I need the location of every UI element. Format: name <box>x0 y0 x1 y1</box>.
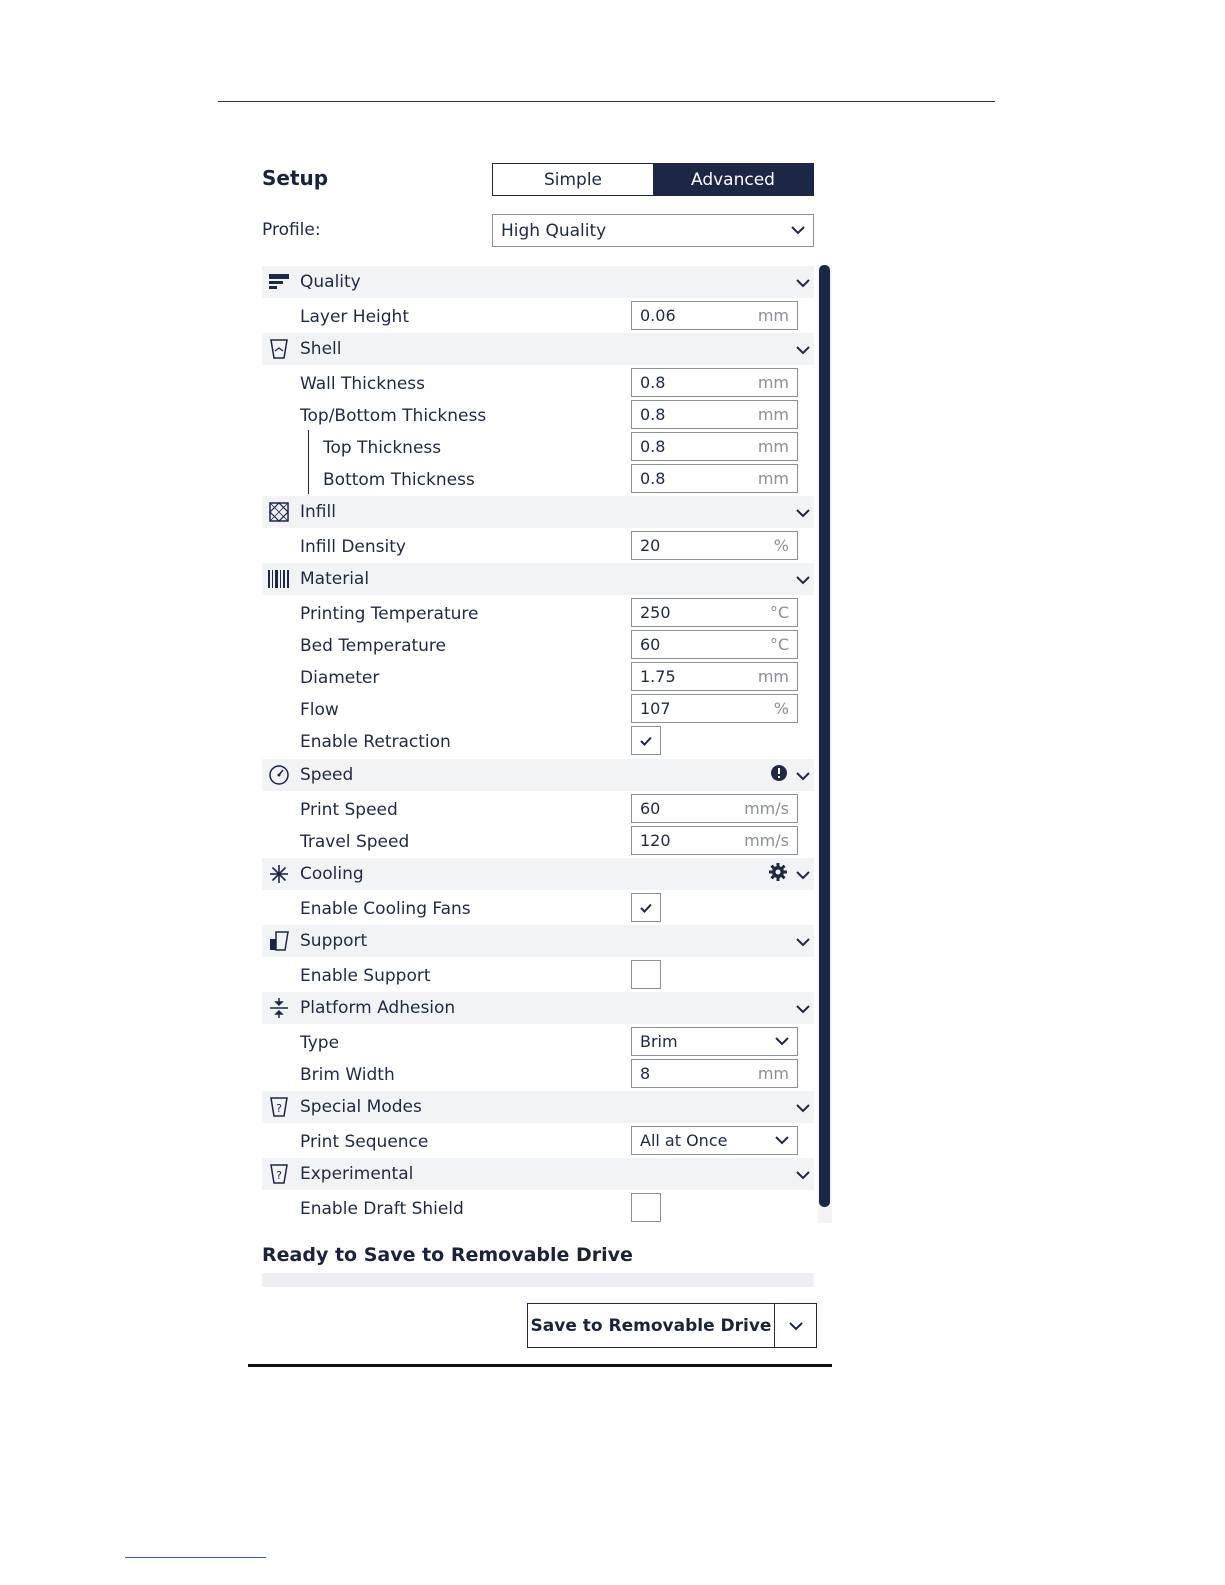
diameter-input[interactable] <box>631 662 798 691</box>
top-bottom-thickness-input[interactable] <box>631 400 798 429</box>
input-value: 8 <box>640 1064 651 1083</box>
setting-row-layer-height <box>248 301 814 333</box>
infill-density-input[interactable] <box>631 531 798 560</box>
checkmark-icon <box>640 731 652 750</box>
input-value: 0.06 <box>640 306 676 325</box>
settings-panel <box>248 265 832 1223</box>
setting-label: Diameter <box>300 668 380 688</box>
printing-temperature-input[interactable] <box>631 598 798 627</box>
gear-icon[interactable] <box>768 862 788 886</box>
print-sequence-select[interactable] <box>631 1126 798 1155</box>
checkmark-icon <box>640 898 652 917</box>
setting-label: Layer Height <box>300 307 409 327</box>
enable-cooling-fans-checkbox[interactable] <box>631 893 661 922</box>
setting-label: Type <box>300 1033 340 1053</box>
setting-label: Travel Speed <box>300 832 410 852</box>
setting-label: Brim Width <box>300 1065 395 1085</box>
setting-label: Flow <box>300 700 339 720</box>
chevron-down-icon <box>791 226 805 235</box>
adhesion-type-select[interactable] <box>631 1027 798 1056</box>
select-value: Brim <box>640 1032 678 1051</box>
enable-retraction-checkbox[interactable] <box>631 726 661 755</box>
chevron-down-icon <box>796 503 810 522</box>
output-status: Ready to Save to Removable Drive <box>262 1244 633 1266</box>
category-support[interactable] <box>262 925 814 957</box>
input-value: 0.8 <box>640 469 666 488</box>
category-label: Material <box>300 569 370 589</box>
setting-row-enable-draft-shield <box>248 1193 814 1225</box>
advanced-mode-button[interactable]: Advanced <box>653 164 813 195</box>
chevron-down-icon <box>796 570 810 589</box>
input-value: 60 <box>640 635 661 654</box>
chevron-down-icon <box>796 999 810 1018</box>
save-options-dropdown[interactable] <box>775 1304 816 1347</box>
setting-row-flow <box>248 694 814 726</box>
setting-row-top-bottom-thickness <box>248 400 814 432</box>
infill-icon <box>267 500 291 524</box>
category-label: Quality <box>300 272 361 292</box>
setting-label: Enable Retraction <box>300 732 451 752</box>
speedometer-icon <box>267 763 291 787</box>
input-value: 0.8 <box>640 437 666 456</box>
setting-row-printing-temperature <box>248 598 814 630</box>
setting-row-enable-retraction <box>248 726 814 758</box>
chevron-down-icon <box>796 932 810 951</box>
input-value: 0.8 <box>640 373 666 392</box>
chevron-down-icon <box>796 273 810 292</box>
profile-value: High Quality <box>501 220 607 241</box>
special-modes-icon <box>267 1095 291 1119</box>
category-cooling[interactable] <box>262 858 814 890</box>
simple-mode-button[interactable]: Simple <box>493 164 653 195</box>
unit-label: mm <box>757 469 789 488</box>
warning-icon[interactable] <box>770 764 788 786</box>
save-button-group <box>527 1303 817 1348</box>
setting-label: Enable Draft Shield <box>300 1199 464 1219</box>
category-quality[interactable] <box>262 266 814 298</box>
setup-title: Setup <box>262 166 329 190</box>
category-label: Cooling <box>300 864 364 884</box>
setting-row-bottom-thickness <box>248 464 814 496</box>
chevron-down-icon <box>796 766 810 785</box>
category-speed[interactable] <box>262 759 814 791</box>
svg-text:?: ? <box>276 1169 282 1182</box>
setting-label: Enable Support <box>300 966 431 986</box>
profile-select[interactable] <box>492 214 814 247</box>
setting-row-brim-width <box>248 1059 814 1091</box>
setting-row-top-thickness <box>248 432 814 464</box>
category-label: Speed <box>300 765 354 785</box>
bottom-thickness-input[interactable] <box>631 464 798 493</box>
setting-row-diameter <box>248 662 814 694</box>
setting-label: Top/Bottom Thickness <box>300 406 487 426</box>
quality-icon <box>267 270 291 294</box>
chevron-down-icon <box>789 1316 803 1335</box>
scrollbar-thumb[interactable] <box>819 265 830 1207</box>
top-divider <box>218 101 995 102</box>
footnote-separator <box>125 1557 266 1558</box>
setting-row-print-sequence <box>248 1126 814 1158</box>
setting-row-bed-temperature <box>248 630 814 662</box>
chevron-down-icon <box>775 1037 789 1046</box>
setting-row-print-speed <box>248 794 814 826</box>
layer-height-input[interactable] <box>631 301 798 330</box>
unit-label: mm <box>757 437 789 456</box>
profile-label: Profile: <box>262 220 321 240</box>
select-value: All at Once <box>640 1131 728 1150</box>
input-value: 1.75 <box>640 667 676 686</box>
bottom-divider <box>248 1364 832 1367</box>
unit-label: mm <box>757 405 789 424</box>
setting-label: Print Speed <box>300 800 398 820</box>
setting-label: Bed Temperature <box>300 636 447 656</box>
category-label: Platform Adhesion <box>300 998 456 1018</box>
setting-row-enable-cooling-fans <box>248 893 814 925</box>
top-thickness-input[interactable] <box>631 432 798 461</box>
category-platform-adhesion[interactable] <box>262 992 814 1024</box>
shell-icon <box>267 337 291 361</box>
setting-row-infill-density <box>248 531 814 563</box>
enable-draft-shield-checkbox[interactable] <box>631 1193 661 1222</box>
category-infill[interactable] <box>262 496 814 528</box>
category-label: Infill <box>300 502 336 522</box>
category-label: Special Modes <box>300 1097 422 1117</box>
unit-label: mm <box>757 306 789 325</box>
category-material[interactable] <box>262 563 814 595</box>
unit-label: % <box>773 536 789 555</box>
chevron-down-icon <box>796 1098 810 1117</box>
flow-input[interactable] <box>631 694 798 723</box>
experimental-icon <box>267 1162 291 1186</box>
unit-label: mm <box>757 373 789 392</box>
unit-label: °C <box>769 603 789 622</box>
wall-thickness-input[interactable] <box>631 368 798 397</box>
category-special-modes[interactable] <box>262 1091 814 1123</box>
setting-label: Top Thickness <box>323 438 442 458</box>
setting-label: Print Sequence <box>300 1132 429 1152</box>
svg-text:?: ? <box>276 1102 282 1115</box>
input-value: 60 <box>640 799 661 818</box>
unit-label: mm/s <box>744 799 789 818</box>
mode-toggle <box>492 163 814 196</box>
brim-width-input[interactable] <box>631 1059 798 1088</box>
enable-support-checkbox[interactable] <box>631 960 661 989</box>
print-speed-input[interactable] <box>631 794 798 823</box>
setting-row-travel-speed <box>248 826 814 858</box>
input-value: 120 <box>640 831 671 850</box>
setting-label: Enable Cooling Fans <box>300 899 471 919</box>
unit-label: % <box>773 699 789 718</box>
setting-label: Infill Density <box>300 537 406 557</box>
category-shell[interactable] <box>262 333 814 365</box>
chevron-down-icon <box>796 1165 810 1184</box>
input-value: 107 <box>640 699 671 718</box>
setting-row-adhesion-type <box>248 1027 814 1059</box>
progress-bar <box>262 1273 814 1287</box>
bed-temperature-input[interactable] <box>631 630 798 659</box>
setting-row-wall-thickness <box>248 368 814 400</box>
chevron-down-icon <box>796 865 810 884</box>
chevron-down-icon <box>796 340 810 359</box>
input-value: 250 <box>640 603 671 622</box>
category-label: Support <box>300 931 368 951</box>
input-value: 20 <box>640 536 661 555</box>
category-label: Shell <box>300 339 342 359</box>
category-experimental[interactable] <box>262 1158 814 1190</box>
save-to-removable-drive-button[interactable]: Save to Removable Drive <box>528 1304 775 1347</box>
material-icon <box>267 567 291 591</box>
setting-label: Wall Thickness <box>300 374 426 394</box>
support-icon <box>267 929 291 953</box>
unit-label: mm <box>757 667 789 686</box>
category-label: Experimental <box>300 1164 414 1184</box>
setting-label: Printing Temperature <box>300 604 479 624</box>
unit-label: mm <box>757 1064 789 1083</box>
setting-row-enable-support <box>248 960 814 992</box>
setting-label: Bottom Thickness <box>323 470 475 490</box>
unit-label: °C <box>769 635 789 654</box>
unit-label: mm/s <box>744 831 789 850</box>
travel-speed-input[interactable] <box>631 826 798 855</box>
adhesion-icon <box>267 996 291 1020</box>
fan-icon <box>267 862 291 886</box>
input-value: 0.8 <box>640 405 666 424</box>
chevron-down-icon <box>775 1136 789 1145</box>
